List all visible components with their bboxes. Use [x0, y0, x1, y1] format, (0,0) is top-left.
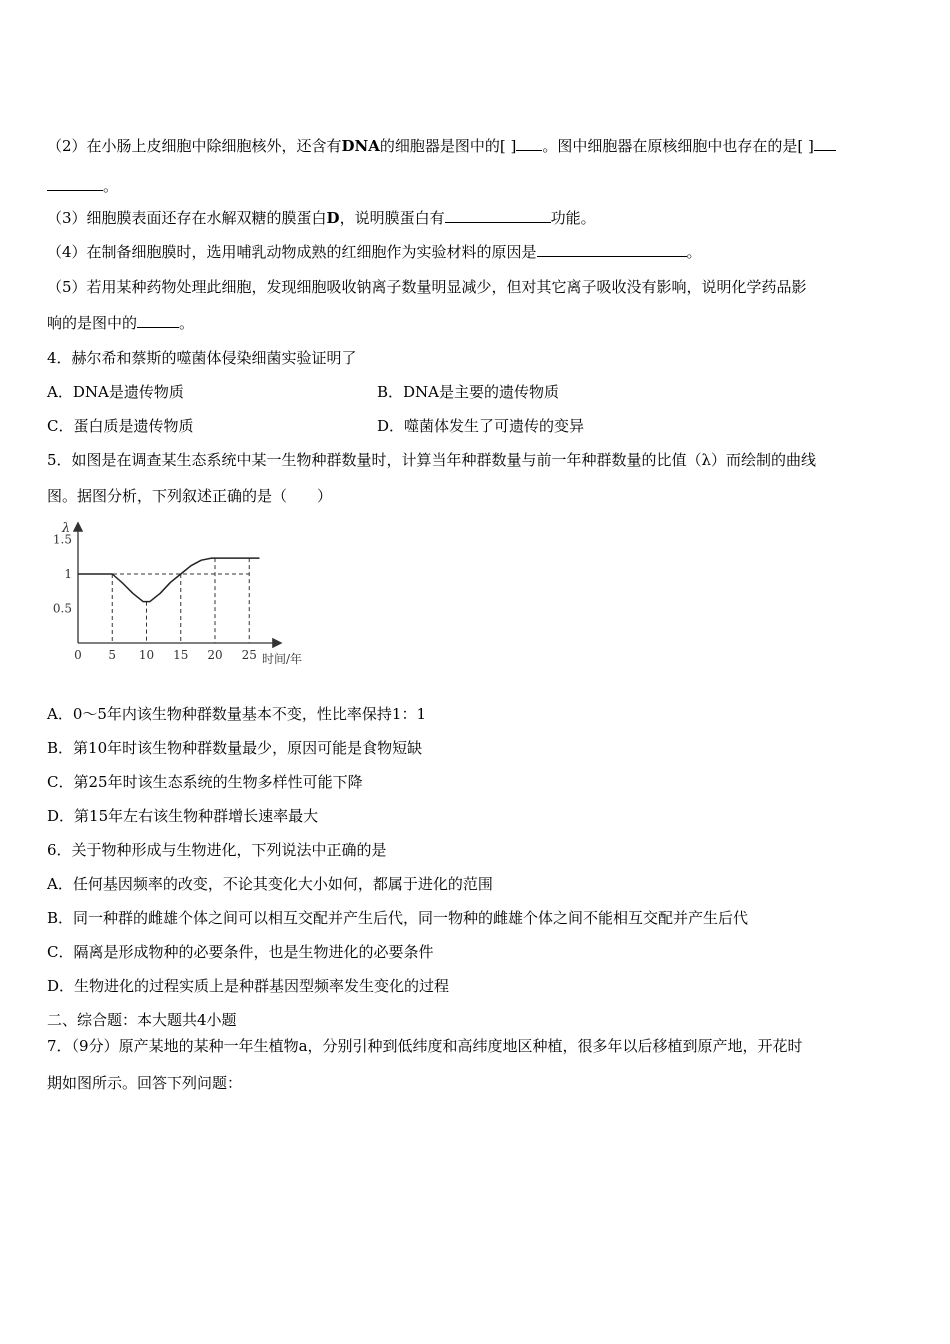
q3-part2-text-b: 的细胞器是图中的[ ]: [379, 137, 517, 155]
q4-stem: 4．赫尔希和蔡斯的噬菌体侵染细菌实验证明了: [47, 349, 357, 367]
q3-part2-text-a: （2）在小肠上皮细胞中除细胞核外，还含有: [47, 137, 342, 155]
answer-blank[interactable]: [516, 136, 542, 151]
q6-option-b[interactable]: B．同一种群的雌雄个体之间可以相互交配并产生后代，同一物种的雌雄个体之间不能相互交配并产生后代: [47, 909, 749, 927]
q3-part3-text-b: ，说明膜蛋白有: [339, 209, 445, 227]
x-tick-label: 25: [241, 648, 257, 662]
q7-stem-line1: 7．（9分）原产某地的某种一年生植物a，分别引种到低纬度和高纬度地区种植，很多年以后移植到原产地，开花时: [47, 1037, 803, 1055]
q3-part5-end: 。: [179, 314, 195, 332]
y-tick-label: 1: [64, 567, 72, 581]
q5-stem-line2: 图。据图分析，下列叙述正确的是（ ）: [47, 487, 333, 505]
q3-part5-text: 响的是图中的: [47, 314, 138, 332]
q5-option-d[interactable]: D．第15年左右该生物种群增长速率最大: [47, 807, 319, 825]
q3-part5-line2: [47, 313, 194, 333]
y-tick-label: 1.5: [52, 532, 72, 547]
q3-part3-text-a: （3）细胞膜表面还存在水解双糖的膜蛋白: [47, 209, 327, 227]
q3-part3-d: D: [326, 209, 340, 227]
q6-stem: 6．关于物种形成与生物进化，下列说法中正确的是: [47, 841, 387, 859]
q3-part3-line: [47, 208, 596, 228]
answer-blank[interactable]: [537, 242, 687, 257]
q5-option-b[interactable]: B．第10年时该生物种群数量最少，原因可能是食物短缺: [47, 739, 423, 757]
q3-part2-line1: [47, 136, 836, 156]
q5-option-c[interactable]: C．第25年时该生态系统的生物多样性可能下降: [47, 773, 363, 791]
q5-stem-line1: 5．如图是在调查某生态系统中某一生物种群数量时，计算当年种群数量与前一年种群数量的比值（λ）而绘制的曲线: [47, 451, 817, 469]
y-axis-title: λ: [62, 521, 71, 536]
q3-part2-dna: DNA: [341, 137, 380, 155]
answer-blank[interactable]: [814, 136, 836, 151]
q3-part4-text: （4）在制备细胞膜时，选用哺乳动物成熟的红细胞作为实验材料的原因是: [47, 243, 537, 261]
q4-option-c[interactable]: C．蛋白质是遗传物质: [47, 417, 194, 435]
q4-option-b[interactable]: B．DNA是主要的遗传物质: [377, 383, 560, 401]
q5-option-a[interactable]: A．0～5年内该生物种群数量基本不变，性比率保持1：1: [47, 705, 427, 723]
answer-blank[interactable]: [445, 208, 551, 223]
x-tick-label: 10: [138, 648, 155, 662]
q3-part3-text-c: 功能。: [550, 209, 596, 227]
q3-part4-line: [47, 242, 702, 262]
q3-part2-end: 。: [103, 177, 119, 195]
x-tick-label: 0: [74, 648, 82, 662]
section-heading: 二、综合题：本大题共4小题: [47, 1011, 237, 1029]
q3-part4-end: 。: [686, 243, 702, 261]
q3-part2-line2: [47, 176, 118, 196]
lambda-chart: [44, 518, 324, 670]
x-tick-label: 20: [207, 648, 223, 662]
y-tick-label: 0.5: [52, 601, 72, 616]
q7-stem-line2: 期如图所示。回答下列问题：: [47, 1074, 243, 1092]
q6-option-c[interactable]: C．隔离是形成物种的必要条件，也是生物进化的必要条件: [47, 943, 434, 961]
answer-blank[interactable]: [47, 176, 103, 191]
q4-option-d[interactable]: D．噬菌体发生了可遗传的变异: [377, 417, 585, 435]
x-tick-label: 15: [173, 648, 189, 662]
q3-part5-line1: （5）若用某种药物处理此细胞，发现细胞吸收钠离子数量明显减少，但对其它离子吸收没有影响，说明化学药品影: [47, 278, 807, 296]
lambda-curve: [78, 558, 260, 602]
q6-option-d[interactable]: D．生物进化的过程实质上是种群基因型频率发生变化的过程: [47, 977, 450, 995]
x-tick-label: 5: [108, 648, 117, 662]
q4-option-a[interactable]: A．DNA是遗传物质: [47, 383, 184, 401]
q3-part2-text-c: 。图中细胞器在原核细胞中也存在的是[ ]: [542, 137, 814, 155]
q6-option-a[interactable]: A．任何基因频率的改变，不论其变化大小如何，都属于进化的范围: [47, 875, 493, 893]
answer-blank[interactable]: [137, 313, 179, 328]
x-axis-title: 时间/年: [262, 652, 303, 666]
